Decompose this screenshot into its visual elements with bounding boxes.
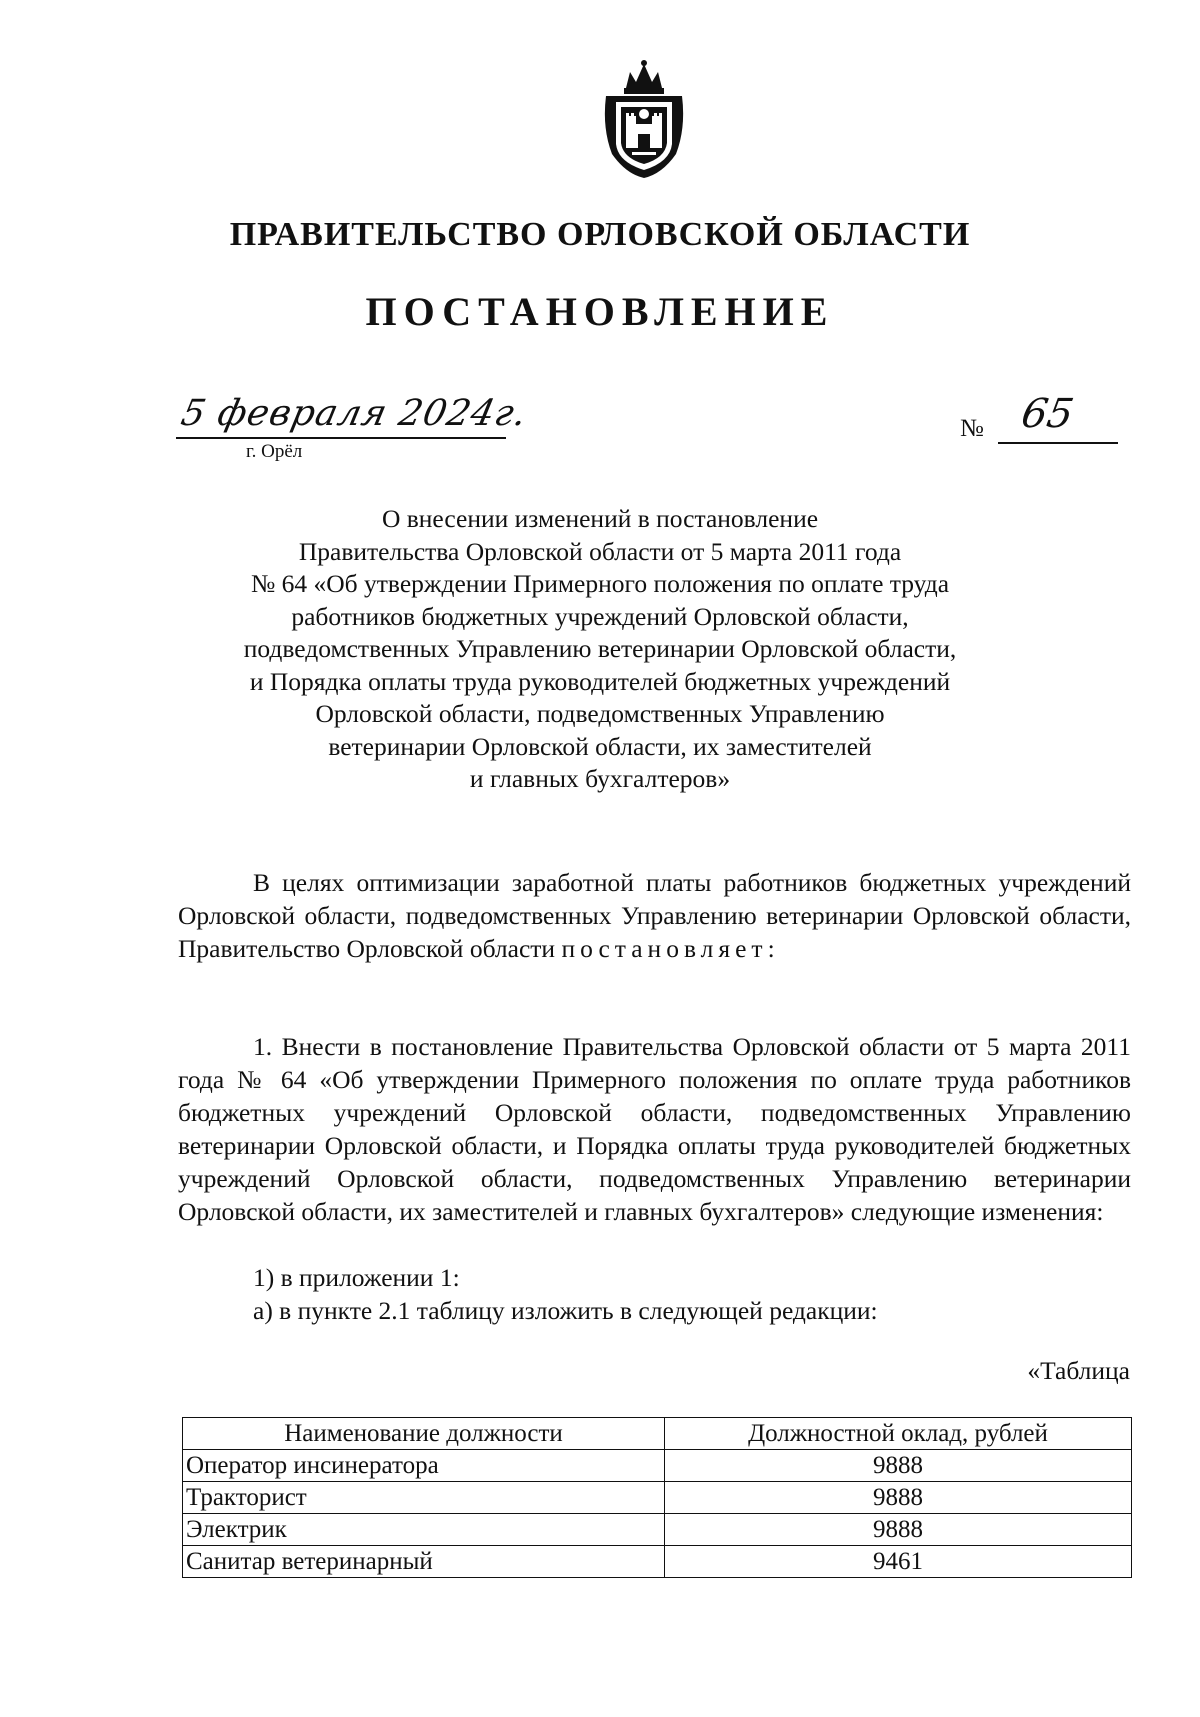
coat-of-arms-emblem [596, 58, 692, 180]
subject-line: и Порядка оплаты труда руководителей бюджетных учреждений [249, 666, 951, 696]
decree-word: постановляет: [561, 934, 780, 963]
column-header-position: Наименование должности [183, 1418, 665, 1450]
table-row [183, 1450, 1132, 1482]
subitem-1: 1) в приложении 1: [253, 1263, 460, 1292]
government-title: ПРАВИТЕЛЬСТВО ОРЛОВСКОЙ ОБЛАСТИ [229, 216, 971, 253]
salary-table [182, 1417, 1132, 1578]
table-row [183, 1514, 1132, 1546]
table-caption: «Таблица [1027, 1356, 1130, 1385]
position-cell: Санитар ветеринарный [183, 1546, 665, 1578]
document-type-title: ПОСТАНОВЛЕНИЕ [365, 289, 835, 334]
subject-line: О внесении изменений в постановление [381, 504, 819, 533]
subject-line: ветеринарии Орловской области, их заместителей [328, 731, 872, 761]
table-row [183, 1482, 1132, 1514]
subject-line: и главных бухгалтеров» [469, 764, 731, 793]
handwritten-number: 65 [1017, 391, 1077, 437]
salary-cell: 9888 [665, 1482, 1132, 1514]
item-1-paragraph: 1. Внести в постановление Правительства Орловской области от 5 марта 2011 года № 64 «Об утверждении Примерного положения по оплате труда работников бюджетных учреждений Орловской области, подведомственных Управлению ветеринарии Орловской области, и Порядка оплаты труда руководителей бюджетных учреждений Орловской области, подведомственных Управлению ветеринарии Орловской области, их заместителей и главных бухгалтеров» следующие изменения: [178, 1032, 1131, 1226]
position-cell: Тракторист [183, 1482, 665, 1514]
subject-line: Орловской области, подведомственных Управлению [315, 699, 885, 728]
salary-cell: 9461 [665, 1546, 1132, 1578]
number-underline [998, 442, 1118, 444]
salary-cell: 9888 [665, 1450, 1132, 1482]
date-underline [176, 437, 506, 439]
date-block [176, 395, 536, 465]
subject-line: № 64 «Об утверждении Примерного положения по оплате труда [250, 569, 950, 598]
table-row [183, 1546, 1132, 1578]
handwritten-date: 5 февраля 2024г. [177, 393, 532, 434]
subitem-a: а) в пункте 2.1 таблицу изложить в следующей редакции: [253, 1296, 878, 1325]
document-subject [180, 503, 1020, 796]
intro-paragraph [178, 866, 1131, 965]
subject-line: Правительства Орловской области от 5 марта 2011 года [298, 536, 902, 566]
subject-line: подведомственных Управлению ветеринарии Орловской области, [243, 634, 957, 663]
subject-line: работников бюджетных учреждений Орловской области, [291, 601, 909, 631]
city-label: г. Орёл [246, 441, 303, 462]
intro-text: В целях оптимизации заработной платы работников бюджетных учреждений Орловской области, подведомственных Управлению ветеринарии Орловской области, Правительство Орловской области [178, 868, 1131, 963]
table-header-row [183, 1418, 1132, 1450]
salary-cell: 9888 [665, 1514, 1132, 1546]
position-cell: Оператор инсинератора [183, 1450, 665, 1482]
position-cell: Электрик [183, 1514, 665, 1546]
number-sign: № [960, 415, 984, 442]
number-block [960, 391, 1120, 445]
column-header-salary: Должностной оклад, рублей [665, 1418, 1132, 1450]
